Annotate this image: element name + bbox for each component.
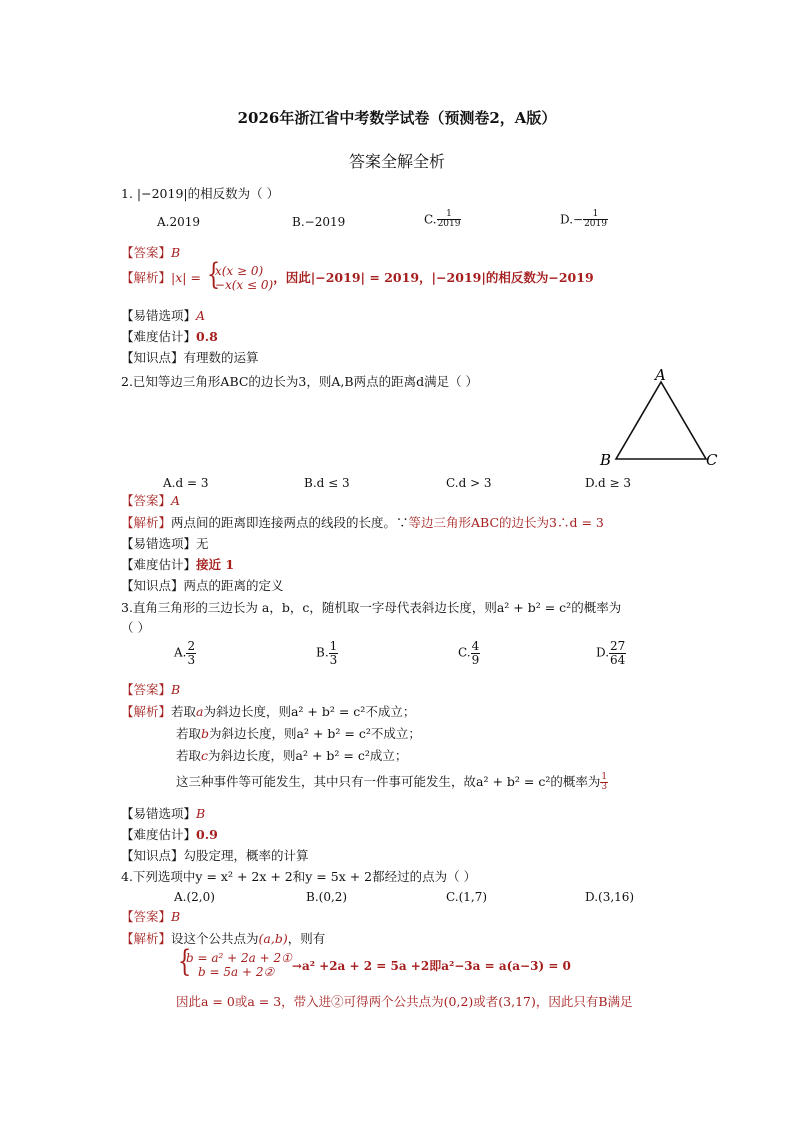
q2-option-a: A.d = 3: [163, 476, 209, 490]
triangle-abc: [616, 382, 706, 459]
q3-option-b-num: 1: [329, 639, 338, 653]
q3-option-d-num: 27: [610, 639, 626, 653]
q3-stem: [121, 598, 621, 616]
q3-stem-text: 3.直角三角形的三边长为 a，b，c，随机取一字母代表斜边长度，则: [121, 600, 497, 615]
q1-wrong-row: [121, 306, 205, 324]
q1-option-d-den: 2019: [584, 219, 607, 230]
q3-difficulty: 0.9: [196, 827, 218, 842]
q3-option-a: [174, 640, 196, 666]
q3-line1-text: 为斜边长度，则a² + b² = c²不成立；: [203, 704, 416, 719]
q1-option-a: A.2019: [157, 215, 201, 229]
q1-option-c-label: C.: [424, 212, 437, 227]
q2-wrong-row: [121, 534, 209, 552]
q3-analysis-row-4: [176, 772, 608, 792]
q2-option-b: B.d ≤ 3: [304, 476, 350, 490]
q4-stem: 4.下列选项中y = x² + 2x + 2和y = 5x + 2都经过的点为（ ）: [121, 869, 477, 884]
q1-option-c-den: 2019: [437, 219, 461, 230]
q1-analysis-row: [121, 264, 594, 293]
knowledge-label: 【知识点】: [121, 350, 184, 365]
q4-equation-1: { b = a² + 2a + 2①: [186, 951, 292, 965]
q3-option-d: [596, 640, 626, 666]
q2-option-d: D.d ≥ 3: [585, 476, 632, 490]
q2-option-c: C.d > 3: [446, 476, 492, 490]
analysis-label: 【解析】: [121, 704, 172, 719]
q4-answer-row: [121, 907, 180, 925]
q3-line4-num: 1: [601, 771, 608, 782]
q1-stem: 1. |−2019|的相反数为（ ）: [121, 186, 280, 201]
q3-option-d-label: D.: [596, 645, 610, 660]
q3-option-b-label: B.: [316, 645, 329, 660]
q1-difficulty-row: [121, 327, 218, 345]
vertex-a-label: A: [655, 366, 666, 384]
q3-analysis-row-3: [176, 746, 407, 764]
q4-analysis-row-1: [121, 929, 325, 947]
q1-case-1: { x(x ≥ 0): [214, 264, 264, 278]
q4-analysis-lead: 设这个公共点为: [171, 931, 259, 946]
answer-label: 【答案】: [121, 909, 172, 924]
q3-line2-var: b: [201, 726, 210, 741]
vertex-c-label: C: [706, 451, 718, 469]
answer-label: 【答案】: [121, 493, 172, 508]
q2-stem: 2.已知等边三角形ABC的边长为3，则A,B两点的距离d满足（ ）: [121, 374, 479, 389]
knowledge-label: 【知识点】: [121, 578, 184, 593]
q2-analysis-red: 等边三角形ABC的边长为3∴d = 3: [408, 515, 604, 530]
q3-line4-den: 3: [601, 782, 608, 792]
q1-knowledge-row: [121, 348, 259, 366]
q1-option-d-label: D.−: [560, 212, 584, 227]
q3-knowledge: 勾股定理，概率的计算: [183, 848, 309, 863]
q3-line3-text: 为斜边长度，则a² + b² = c²成立；: [208, 748, 408, 763]
q4-analysis-var: (a,b): [258, 931, 288, 946]
q3-option-c-label: C.: [458, 645, 471, 660]
q3-option-b-den: 3: [329, 652, 338, 667]
q4-equation-2: b = 5a + 2②: [198, 965, 275, 980]
analysis-label: 【解析】: [121, 269, 172, 285]
q4-equation-chain: →a² +2a + 2 = 5a +2即a²−3a = a(a−3) = 0: [291, 958, 571, 973]
q2-wrong: 无: [196, 536, 209, 551]
q4-option-b: B.(0,2): [306, 890, 348, 904]
q4-answer: B: [171, 909, 181, 924]
q4-conclusion: 因此a = 0或a = 3，带入进②可得两个公共点为(0,2)或者(3,17)，因此只有B满足: [176, 994, 633, 1009]
difficulty-label: 【难度估计】: [121, 827, 197, 842]
q3-option-a-label: A.: [174, 645, 187, 660]
q3-knowledge-row: [121, 846, 309, 864]
q3-line1-lead: 若取: [171, 704, 197, 719]
q1-option-d-fraction: [583, 210, 608, 230]
q3-option-c: [458, 640, 480, 666]
q1-wrong: A: [196, 308, 206, 323]
q4-option-d: D.(3,16): [585, 890, 635, 904]
page-subtitle: 答案全解全析: [348, 152, 445, 171]
q3-option-b-fraction: [329, 640, 339, 666]
q3-wrong: B: [196, 806, 206, 821]
triangle-abc-figure: [596, 366, 726, 470]
q2-difficulty-row: [121, 555, 234, 573]
q2-analysis-row: [121, 513, 604, 531]
q3-difficulty-row: [121, 825, 218, 843]
difficulty-label: 【难度估计】: [121, 557, 197, 572]
q1-option-c: [424, 210, 461, 230]
q1-analysis-prefix: |x| =: [171, 269, 201, 285]
q4-system: [176, 951, 292, 980]
q2-knowledge-row: [121, 576, 284, 594]
q3-line4-text: 这三种事件等可能发生，其中只有一件事可能发生，故a² + b² = c²的概率为: [176, 774, 601, 789]
q1-knowledge: 有理数的运算: [183, 350, 259, 365]
q1-analysis-suffix: ，因此|−2019| = 2019，|−2019|的相反数为−2019: [273, 269, 594, 285]
q1-option-d-num: 1: [583, 210, 608, 220]
q2-answer: A: [171, 493, 181, 508]
q1-option-c-num: 1: [437, 210, 462, 220]
q3-option-d-fraction: [609, 640, 626, 666]
wrong-label: 【易错选项】: [121, 308, 197, 323]
q3-analysis-row-2: [176, 724, 421, 742]
q2-answer-row: [121, 491, 180, 509]
q1-option-c-fraction: [437, 210, 462, 230]
q3-option-a-den: 3: [187, 652, 196, 667]
q1-case-2: −x(x ≤ 0): [214, 278, 274, 293]
q3-line1-var: a: [196, 704, 204, 719]
q3-stem-equation: a² + b² = c²: [496, 600, 572, 615]
q1-answer-row: [121, 243, 180, 261]
knowledge-label: 【知识点】: [121, 848, 184, 863]
q3-line2-lead: 若取: [176, 726, 202, 741]
page-title: 2026年浙江省中考数学试卷（预测卷2，A版）: [237, 109, 557, 127]
analysis-label: 【解析】: [121, 515, 172, 530]
wrong-label: 【易错选项】: [121, 536, 197, 551]
q4-equation-block: [176, 951, 571, 980]
q3-line3-lead: 若取: [176, 748, 202, 763]
q3-option-c-den: 9: [471, 652, 480, 667]
q3-line3-var: c: [201, 748, 209, 763]
q3-stem-paren: （ ）: [121, 620, 150, 635]
q3-option-b: [316, 640, 338, 666]
answer-label: 【答案】: [121, 245, 172, 260]
q4-option-c: C.(1,7): [446, 890, 488, 904]
q3-option-c-fraction: [471, 640, 481, 666]
q3-answer: B: [171, 682, 181, 697]
q1-difficulty: 0.8: [196, 329, 218, 344]
q3-answer-row: [121, 680, 180, 698]
q3-option-a-fraction: [186, 640, 196, 666]
q3-option-d-den: 64: [610, 652, 626, 667]
q2-knowledge: 两点的距离的定义: [183, 578, 284, 593]
vertex-b-label: B: [600, 451, 612, 469]
q1-option-d: [560, 210, 608, 230]
answer-label: 【答案】: [121, 682, 172, 697]
q3-stem-tail: 的概率为: [571, 600, 622, 615]
q3-option-c-num: 4: [471, 639, 480, 653]
difficulty-label: 【难度估计】: [121, 329, 197, 344]
q3-option-a-num: 2: [187, 639, 196, 653]
q1-option-b: B.−2019: [292, 215, 346, 229]
q3-line2-text: 为斜边长度，则a² + b² = c²不成立；: [209, 726, 421, 741]
q4-option-a: A.(2,0): [174, 890, 215, 904]
q3-analysis-row-1: [121, 702, 415, 720]
q3-line4-fraction: [600, 773, 608, 793]
q1-answer: B: [171, 245, 181, 260]
q2-difficulty: 接近 1: [196, 557, 235, 572]
q2-analysis-text: 两点间的距离即连接两点的线段的长度。∵: [171, 515, 409, 530]
q3-wrong-row: [121, 804, 205, 822]
analysis-label: 【解析】: [121, 931, 172, 946]
wrong-label: 【易错选项】: [121, 806, 197, 821]
q4-analysis-tail: ，则有: [287, 931, 326, 946]
q1-piecewise: [205, 264, 273, 293]
